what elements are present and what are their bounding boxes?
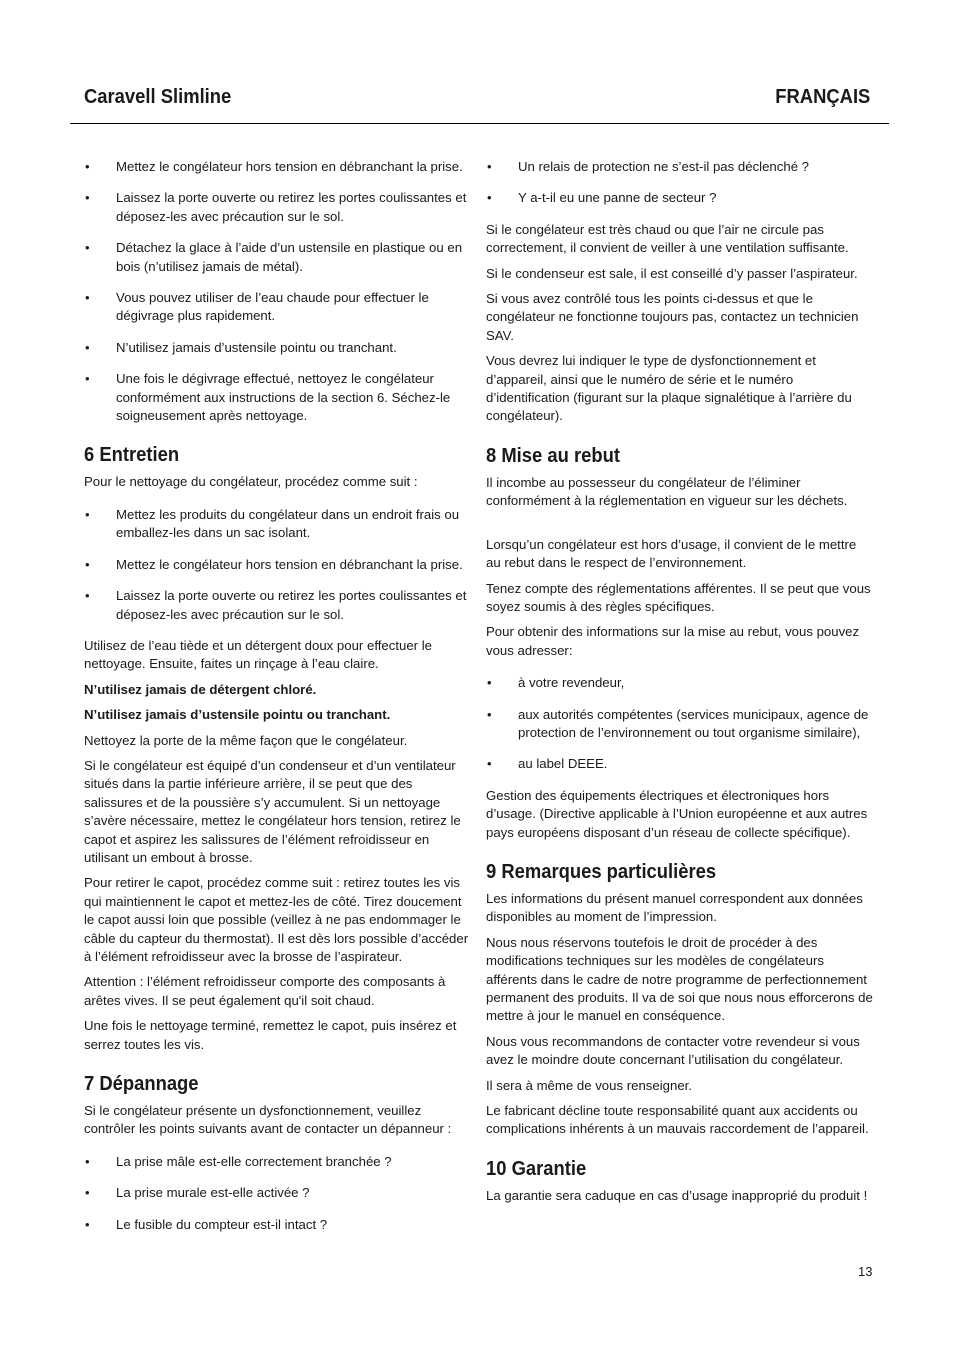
left-column [84,158,472,1247]
section-heading-depannage: 7 Dépannage [84,1073,199,1096]
list-item: • à votre revendeur, [487,675,625,691]
troubleshooting-list [84,1153,472,1234]
paragraph: La garantie sera caduque en cas d’usage inapproprié du produit ! [486,1187,868,1203]
language-label: FRANÇAIS [774,86,870,108]
list-item: • Mettez le congélateur hors tension en débranchant la prise. [85,556,463,572]
list-item: • N’utilisez jamais d’ustensile pointu ou tranchant. [85,339,397,355]
list-item: • Y a-t-il eu une panne de secteur ? [487,190,717,206]
page-number: 13 [858,1264,873,1279]
paragraph: Nous vous recommandons de contacter votre revendeur si vous avez le moindre doute concernant l’utilisation du congélateur. [486,1033,860,1068]
paragraph: Si le congélateur présente un dysfonctionnement, veuillez contrôler les points suivants avant de contacter un dépanneur : [84,1103,452,1137]
paragraph: Une fois le nettoyage terminé, remettez le capot, puis insérez et serrez toutes les vis. [84,1018,457,1052]
paragraph: Lorsqu’un congélateur est hors d’usage, il convient de le mettre au rebut dans le respect de l’environnement. [486,536,857,571]
list-item: • Une fois le dégivrage effectué, nettoyez le congélateur conformément aux instructions de la section 6. Séchez-le soigneusement après nettoyage. [85,371,451,424]
document-title: Caravell Slimline [84,86,232,108]
paragraph: Pour retirer le capot, procédez comme suit : retirez toutes les vis qui maintiennent le capot et mettez-les de côté. Tirez doucement le capot aussi loin que possible (veillez à ne pas endommager le câble du capteur du thermostat). Il est dès lors possible d’accéder à l’élément refroidisseur avec la brosse de l’aspirateur. [84,875,469,964]
section-heading-entretien: 6 Entretien [84,444,180,467]
list-item: • Le fusible du compteur est-il intact ? [85,1216,328,1232]
section-heading-garantie: 10 Garantie [486,1157,587,1180]
list-item: • Mettez le congélateur hors tension en débranchant la prise. [85,159,463,174]
list-item: • Mettez les produits du congélateur dans un endroit frais ou emballez-les dans un sac isolant. [85,506,460,541]
paragraph: Utilisez de l’eau tiède et un détergent doux pour effectuer le nettoyage. Ensuite, faites un rinçage à l’eau claire. [84,637,432,672]
paragraph: Attention : l’élément refroidisseur comporte des composants à arêtes vives. Il se peut également qu'il soit chaud. [84,974,446,1008]
list-item: • au label DEEE. [487,756,608,772]
paragraph: Tenez compte des réglementations afférentes. Il se peut que vous soyez soumis à des règles spécifiques. [486,580,871,614]
list-item: • Un relais de protection ne s’est-il pas déclenché ? [487,159,810,174]
list-item: • Laissez la porte ouverte ou retirez les portes coulissantes et déposez-les avec précaution sur le sol. [85,190,467,224]
paragraph: Le fabricant décline toute responsabilité quant aux accidents ou complications inhérents à un mauvais raccordement de l’appareil. [486,1103,869,1137]
list-item: • Laissez la porte ouverte ou retirez les portes coulissantes et déposez-les avec précaution sur le sol. [85,588,467,622]
paragraph: Pour obtenir des informations sur la mise au rebut, vous pouvez vous adresser: [486,624,860,658]
paragraph: Si le congélateur est équipé d’un condenseur et d’un ventilateur situés dans la partie inférieure arrière, il se peut que des salissures et de la poussière s’y accumulent. Si un nettoyage s’avère nécessaire, mettez le congélateur hors tension, retirez le capot et aspirez les salissures de l’élément refroidisseur en utilisant un embout à brosse. [84,757,461,865]
warning-text: N’utilisez jamais de détergent chloré. [84,681,317,697]
defrost-steps-list [84,158,472,425]
paragraph: Pour le nettoyage du congélateur, procédez comme suit : [84,474,418,490]
paragraph: Si vous avez contrôlé tous les points ci-dessus et que le congélateur ne fonctionne toujours pas, contactez un technicien SAV. [486,291,859,343]
paragraph: Si le congélateur est très chaud ou que l’air ne circule pas correctement, il convient de veiller à une ventilation suffisante. [486,221,849,256]
list-item: • La prise mâle est-elle correctement branchée ? [85,1153,392,1169]
section-heading-remarques: 9 Remarques particulières [486,860,717,883]
paragraph: Gestion des équipements électriques et électroniques hors d’usage. (Directive applicable à l’Union européenne et aux autres pays européens disposant d’un réseau de collecte spécifique). [486,787,868,840]
warning-text: N’utilisez jamais d’ustensile pointu ou tranchant. [84,707,391,723]
list-item: • Vous pouvez utiliser de l’eau chaude pour effectuer le dégivrage plus rapidement. [85,290,429,324]
troubleshooting-list-continued [486,158,874,208]
paragraph: Les informations du présent manuel correspondent aux données disponibles au moment de l’impression. [486,890,863,925]
section-heading-mise-au-rebut: 8 Mise au rebut [486,444,620,467]
paragraph: Vous devrez lui indiquer le type de dysfonctionnement et d’appareil, ainsi que le numéro de série et le numéro d’identification (figurant sur la plaque signalétique à l’arrière du congélateur). [486,353,852,424]
paragraph: Il incombe au possesseur du congélateur de l’éliminer conformément à la réglementation en vigueur sur les déchets. [486,474,848,509]
paragraph: Nettoyez la porte de la même façon que le congélateur. [84,732,408,748]
paragraph: Nous nous réservons toutefois le droit de procéder à des modifications techniques sur les modèles de congélateurs afférents dans le cadre de notre programme de perfectionnement permanent des produits. Il va de soi que nous nous efforcerons de mettre à jour le manuel en conséquence. [486,934,873,1024]
page-header [70,84,889,124]
list-item: • La prise murale est-elle activée ? [85,1185,310,1201]
paragraph: Si le condenseur est sale, il est conseillé d’y passer l’aspirateur. [486,265,858,281]
paragraph: Il sera à même de vous renseigner. [486,1077,692,1093]
list-item: • aux autorités compétentes (services municipaux, agence de protection de l’environnement ou tout organisme similaire), [487,706,869,740]
disposal-contacts-list [486,674,874,774]
right-column [486,158,874,1212]
list-item: • Détachez la glace à l’aide d’un ustensile en plastique ou en bois (n’utilisez jamais de métal). [85,240,463,274]
cleaning-steps-list [84,506,472,624]
